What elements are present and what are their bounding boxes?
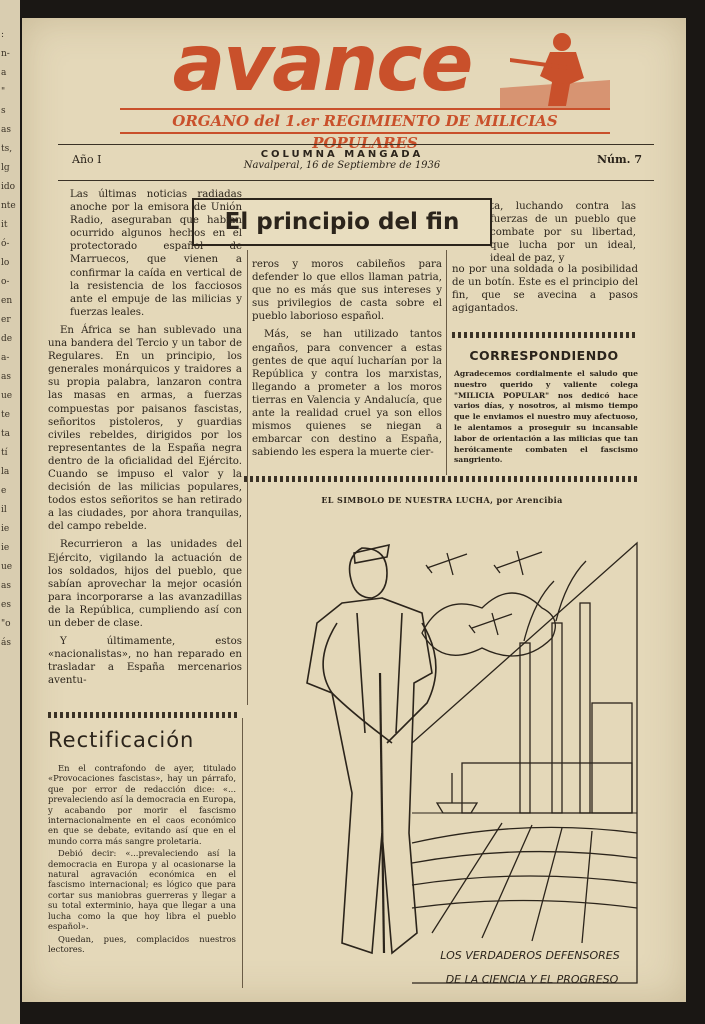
previous-page-fragment: o- bbox=[1, 277, 10, 287]
article-column-2 bbox=[252, 258, 442, 464]
rectificacion-paragraph: En el contrafondo de ayer, titulado «Provocaciones fascistas», hay un párrafo, que por error de redacción dice: «... prevaleciendo así la democracia en Europa, y acabando por morir el fascismo internacionalmente en el caos económico en que se debate, evitando así que en el mundo corra más sangre proletaria. bbox=[48, 763, 236, 846]
article-paragraph: Y últimamente, estos «nacionalistas», no han reparado en trasladar a España mercenarios aventu- bbox=[48, 636, 242, 687]
previous-page-fragment: lo bbox=[1, 258, 10, 268]
illustration-caption: EL SIMBOLO DE NUESTRA LUCHA, por Arencibia bbox=[321, 495, 563, 505]
header-rule-top bbox=[58, 144, 654, 145]
previous-page-fragment: s bbox=[1, 106, 6, 116]
previous-page-fragment: il bbox=[1, 505, 7, 515]
ornament-divider bbox=[452, 332, 638, 338]
article-paragraph: Más, se han utilizado tantos engaños, para convencer a estas gentes de que aquí lucharían por la República y contra los marxistas, llegando a prometer a los moros tierras en Valencia y Andalucía, que ante la realidad cruel ya son ellos mismos quienes se niegan a embarcar con destino a España, sabiendo les espera la muerte cier- bbox=[252, 329, 442, 459]
previous-page-fragment: es bbox=[1, 600, 11, 610]
newspaper-page bbox=[22, 18, 686, 1002]
previous-page-fragment: as bbox=[1, 581, 11, 591]
previous-page-fragment: as bbox=[1, 125, 11, 135]
column-divider bbox=[242, 718, 243, 988]
rectificacion-text bbox=[48, 763, 236, 956]
ornament-divider bbox=[48, 712, 238, 718]
previous-page-fragment: la bbox=[1, 467, 10, 477]
previous-page-fragment: ó- bbox=[1, 239, 10, 249]
illustration-banner-1: LOS VERDADEROS DEFENSORES bbox=[440, 949, 620, 962]
previous-page-fragment: lg bbox=[1, 163, 10, 173]
correspondiendo-title: CORRESPONDIENDO bbox=[469, 348, 619, 363]
militiaman-figure bbox=[307, 545, 436, 953]
previous-page-fragment: ts, bbox=[1, 144, 13, 154]
previous-page-fragment: as bbox=[1, 372, 11, 382]
previous-page-fragment: te bbox=[1, 410, 10, 420]
previous-page-fragment: ie bbox=[1, 524, 10, 534]
article-paragraph: Recurrieron a las unidades del Ejército, vigilando la actuación de los soldados, hijos del pueblo, que sabían aprovechar la mejor ocasión para incorporarse a las avanzadillas de la República, cumpliendo así con un deber de clase. bbox=[48, 539, 242, 629]
militia-illustration bbox=[262, 513, 642, 993]
previous-page-fragment: ta bbox=[1, 429, 10, 439]
crop-field bbox=[412, 823, 637, 943]
column-header bbox=[222, 149, 462, 171]
headline: El principio del fin bbox=[192, 198, 492, 246]
article-column-3: no por una soldada o la posibilidad de un botín. Este es el principio del fin, que se avecina a pasos agigantados. bbox=[452, 264, 638, 315]
correspondiendo-text: Agradecemos cordialmente el saludo que nuestro querido y valiente colega "MILICIA POPULAR" nos dedicó hace varios días, y nosotros, al mismo tiempo que le enviamos el nuestro muy afectuoso, le alentamos a proseguir su incansable labor de orientación a las milicias que tan heróicamente combaten el fascismo sangriento. bbox=[454, 369, 638, 465]
soldier-emblem-icon bbox=[500, 28, 610, 108]
issue-date: Navalperal, 16 de Septiembre de 1936 bbox=[243, 160, 441, 171]
previous-page-fragment: ás bbox=[1, 638, 11, 648]
previous-page-fragment: er bbox=[1, 315, 11, 325]
previous-page-fragment: ie bbox=[1, 543, 10, 553]
masthead-subtitle: ORGANO del 1.er REGIMIENTO DE MILICIAS POPULARES bbox=[120, 108, 610, 134]
previous-page-fragment: : bbox=[1, 30, 5, 40]
previous-page-edge bbox=[0, 0, 20, 1024]
previous-page-fragment: a bbox=[1, 68, 7, 78]
article-paragraph: Las últimas noticias radiadas anoche por la emisora de Unión Radio, aseguraban que habían ocurrido algunos hechos en el protectorado español de Marruecos, que vienen a confirmar la caída en vertical de la resistencia de los facciosos ante el empuje de las milicias y fuerzas leales. bbox=[70, 189, 242, 318]
previous-page-fragment: " bbox=[1, 87, 6, 97]
column-name: COLUMNA MANGADA bbox=[260, 149, 424, 160]
article-column-1 bbox=[48, 188, 242, 692]
previous-page-fragment: ido bbox=[1, 182, 16, 192]
previous-page-fragment: it bbox=[1, 220, 8, 230]
previous-page-fragment: n- bbox=[1, 49, 10, 59]
factory-chimneys bbox=[462, 561, 632, 813]
previous-page-fragment: tí bbox=[1, 448, 8, 458]
rectificacion-paragraph: Debió decir: «...prevaleciendo así la democracia en Europa y al ocasionarse la natural agravación económica en el fascismo internacional; es lógico que para cortar sus maniobras guerreras y llegar a su total exterminio, haya que llegar a una lucha como la que hoy libra el pueblo español». bbox=[48, 848, 236, 932]
rectificacion-title: Rectificación bbox=[48, 728, 195, 752]
airplane-icon bbox=[426, 551, 542, 635]
previous-page-fragment: nte bbox=[1, 201, 16, 211]
article-paragraph: reros y moros cabileños para defender lo que ellos llaman patria, que no es más que sus intereses y sus privilegios de casta sobre el pueblo laborioso español. bbox=[252, 259, 442, 323]
previous-page-fragment: e bbox=[1, 486, 7, 496]
previous-page-fragment: de bbox=[1, 334, 13, 344]
masthead-title: avance bbox=[172, 19, 472, 109]
previous-page-fragment: ue bbox=[1, 391, 13, 401]
column-divider bbox=[446, 250, 447, 475]
header-rule-bottom bbox=[58, 180, 654, 181]
previous-page-fragment: ue bbox=[1, 562, 13, 572]
previous-page-fragment: "o bbox=[1, 619, 11, 629]
previous-page-fragment: a- bbox=[1, 353, 10, 363]
previous-page-fragment: en bbox=[1, 296, 13, 306]
issue-year: Año I bbox=[72, 153, 102, 166]
rectificacion-paragraph: Quedan, pues, complacidos nuestros lectores. bbox=[48, 933, 236, 954]
illustration-banner-2: DE LA CIENCIA Y EL PROGRESO bbox=[445, 973, 619, 986]
issue-number: Núm. 7 bbox=[596, 153, 642, 166]
article-column-3-top: ta, luchando contra las fuerzas de un pueblo que combate por su libertad, que lucha por un ideal, ideal de paz, y bbox=[490, 201, 636, 265]
article-paragraph: En África se han sublevado una una bandera del Tercio y un tabor de Regulares. En un principio, los generales monárquicos y traidores a su propia palabra, lanzaron contra las masas en armas, a fuerzas compuestas por paisanos fascistas, señoritos pistoleros, y guardias civiles rebeldes, dirigidos por los representantes de la España negra dentro de la oficialidad del Ejército. Cuando se impuso el valor y la decisión de las milicias populares, todos estos señoritos se han retirado a las ciudades, por ahora tranquilas, del campo rebelde. bbox=[48, 324, 242, 533]
ornament-divider bbox=[244, 476, 638, 482]
